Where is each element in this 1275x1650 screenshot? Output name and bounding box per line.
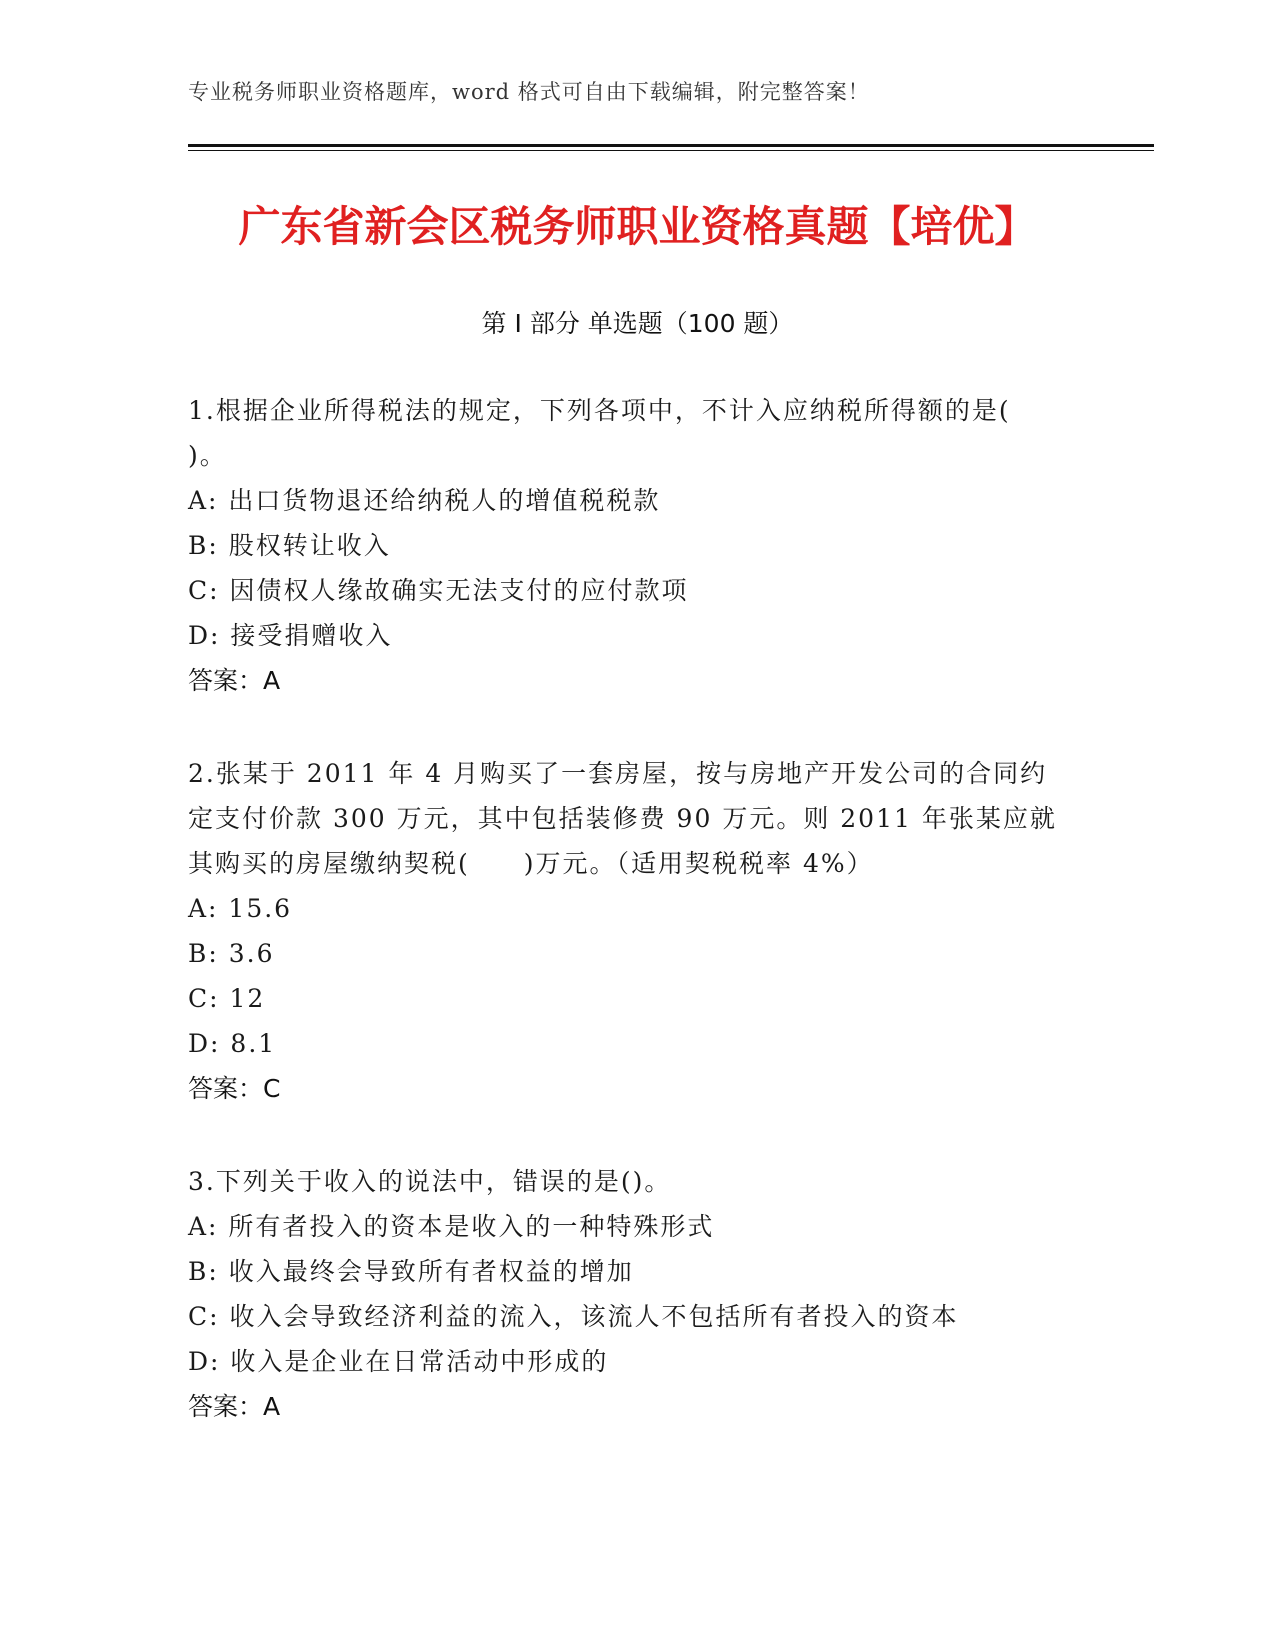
option-b: B: 收入最终会导致所有者权益的增加 [188, 1257, 634, 1286]
option-b: B: 股权转让收入 [188, 531, 391, 560]
option-a: A: 15.6 [188, 894, 293, 923]
question-1 [188, 388, 1088, 703]
answer-label: 答案：A [188, 666, 281, 695]
question-list [188, 388, 1088, 1429]
section-title: 第 I 部分 单选题（100 题） [481, 309, 794, 338]
option-c: C: 因债权人缘故确实无法支付的应付款项 [188, 576, 689, 605]
question-spacer [188, 703, 1088, 751]
option-c: C: 12 [188, 984, 266, 1013]
question-stem-line: 2.张某于 2011 年 4 月购买了一套房屋，按与房地产开发公司的合同约 [188, 759, 1048, 788]
option-b: B: 3.6 [188, 939, 275, 968]
option-c: C: 收入会导致经济利益的流入，该流人不包括所有者投入的资本 [188, 1302, 959, 1331]
option-d: D: 收入是企业在日常活动中形成的 [188, 1347, 609, 1376]
option-d: D: 接受捐赠收入 [188, 621, 393, 650]
document-title: 广东省新会区税务师职业资格真题【培优】 [238, 202, 1037, 251]
option-a: A: 出口货物退还给纳税人的增值税税款 [188, 486, 661, 515]
question-stem-line: 其购买的房屋缴纳契税( )万元。（适用契税税率 4%） [188, 849, 874, 878]
header-rule-thin [188, 150, 1154, 151]
answer-label: 答案：C [188, 1074, 281, 1103]
question-stem-line: 1.根据企业所得税法的规定，下列各项中，不计入应纳税所得额的是( [188, 396, 1011, 425]
question-stem-line: 定支付价款 300 万元，其中包括装修费 90 万元。则 2011 年张某应就 [188, 804, 1057, 833]
header-note: 专业税务师职业资格题库，word 格式可自由下载编辑，附完整答案！ [188, 80, 870, 104]
header-rule-thick [188, 144, 1154, 147]
option-d: D: 8.1 [188, 1029, 277, 1058]
question-stem-line: 3.下列关于收入的说法中，错误的是()。 [188, 1167, 672, 1196]
question-spacer [188, 1111, 1088, 1159]
option-a: A: 所有者投入的资本是收入的一种特殊形式 [188, 1212, 715, 1241]
answer-label: 答案：A [188, 1392, 281, 1421]
question-2 [188, 751, 1088, 1111]
question-stem-line: )。 [188, 441, 227, 470]
question-3 [188, 1159, 1088, 1429]
